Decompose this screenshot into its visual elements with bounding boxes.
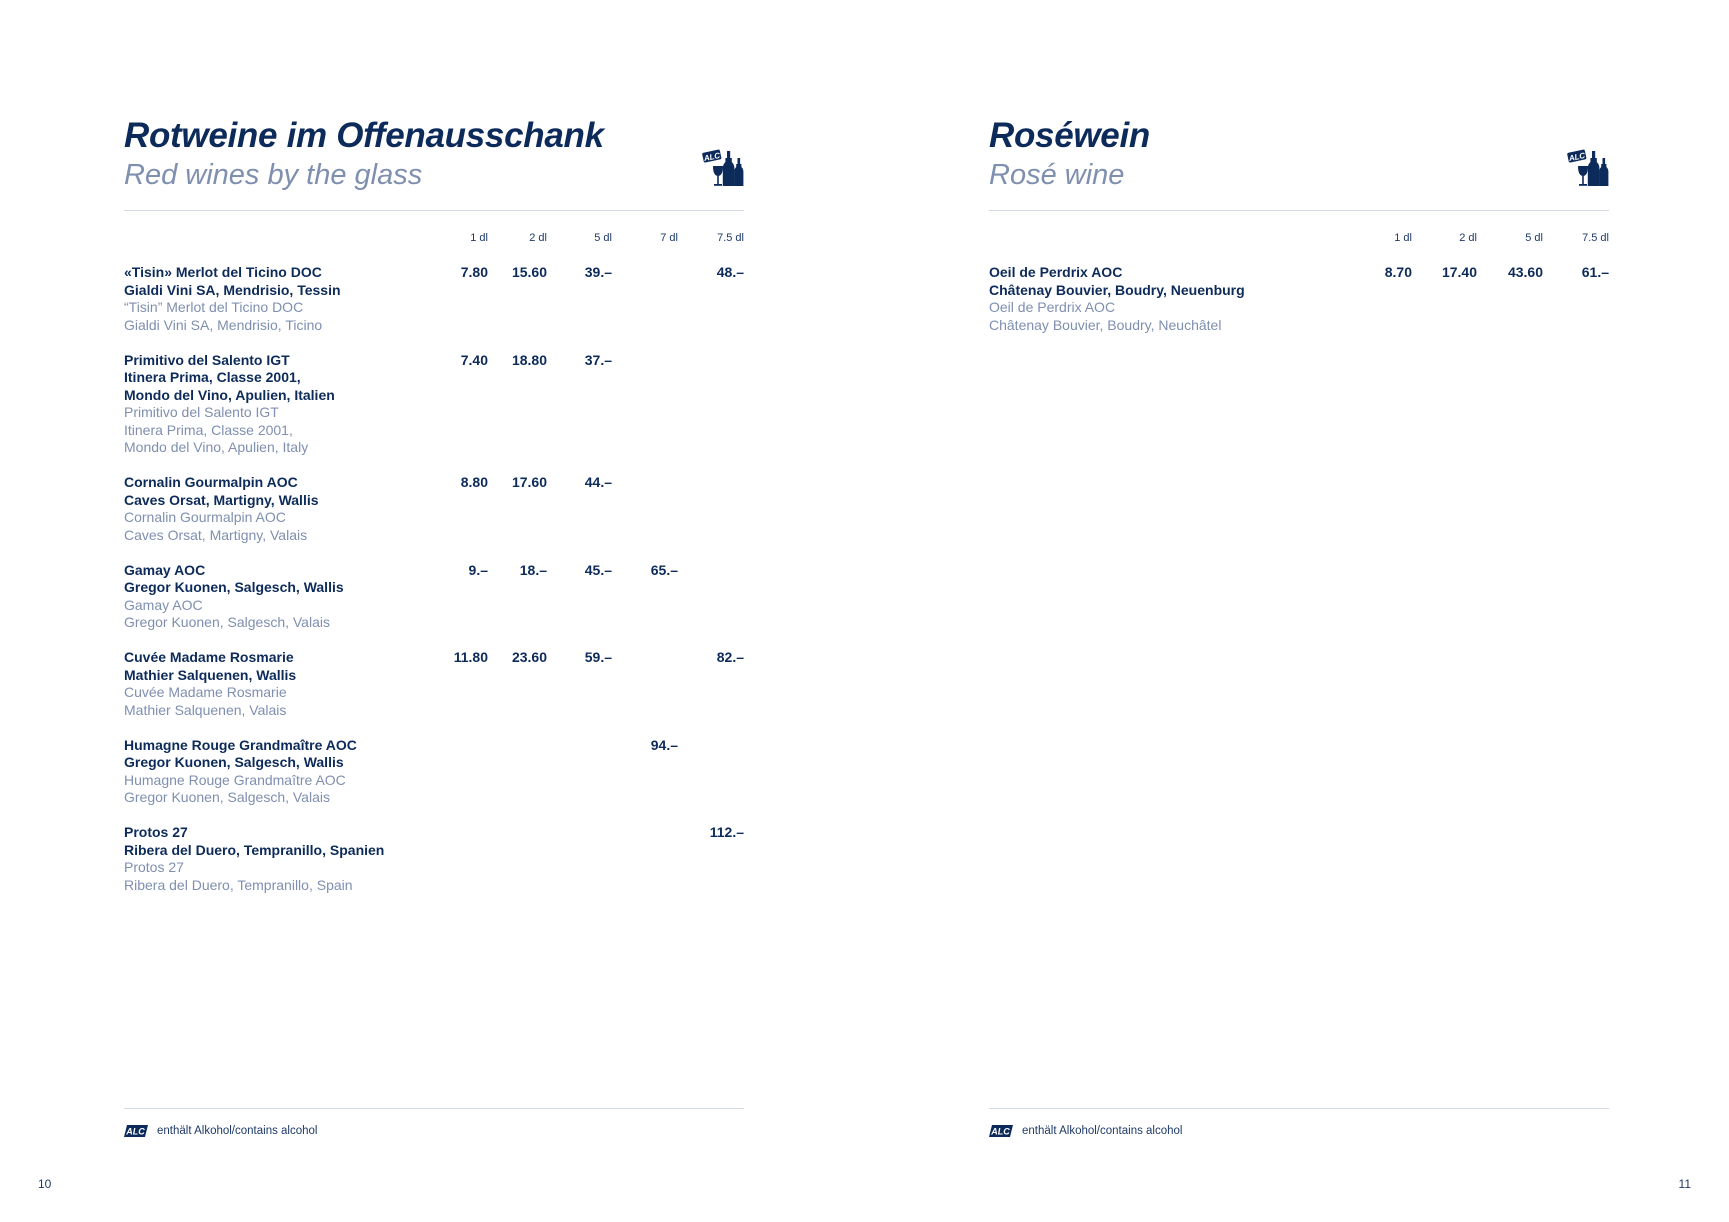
price-2dl: 17.40 bbox=[1441, 264, 1477, 280]
wine-entry bbox=[124, 474, 744, 544]
wine-producer-en: Mathier Salquenen, Valais bbox=[124, 701, 287, 718]
alc-glass-bottles-icon bbox=[1567, 149, 1609, 189]
wine-producer-en: Gialdi Vini SA, Mendrisio, Ticino bbox=[124, 316, 323, 333]
svg-text:ALC: ALC bbox=[1568, 150, 1586, 164]
wine-producer-en: Gregor Kuonen, Salgesch, Valais bbox=[124, 614, 330, 630]
wine-name-de: Cornalin Gourmalpin AOC bbox=[124, 474, 298, 490]
wine-name-de: Protos 27 bbox=[124, 824, 188, 840]
price-2dl: 18.– bbox=[519, 561, 547, 578]
wine-producer-de: Gregor Kuonen, Salgesch, Wallis bbox=[124, 754, 344, 770]
section-title: Roséwein bbox=[989, 116, 1150, 155]
price-1dl: 7.40 bbox=[460, 351, 488, 368]
wine-producer-de: Caves Orsat, Martigny, Wallis bbox=[124, 491, 319, 508]
wine-name-en: Oeil de Perdrix AOC bbox=[989, 299, 1116, 315]
price-5dl: 44.– bbox=[584, 474, 612, 490]
wine-name-en: Gamay AOC bbox=[124, 596, 203, 613]
wine-entry bbox=[124, 649, 744, 719]
wine-name-en: Primitivo del Salento IGT bbox=[124, 404, 279, 420]
price-5dl: 43.60 bbox=[1507, 264, 1543, 280]
wine-list bbox=[124, 264, 744, 912]
price-7dl: 94.– bbox=[650, 736, 678, 753]
right-page bbox=[865, 0, 1729, 1222]
price-1dl: 11.80 bbox=[453, 649, 488, 665]
price-2dl: 15.60 bbox=[511, 264, 547, 280]
price-2dl: 23.60 bbox=[511, 649, 547, 665]
price-2dl: 18.80 bbox=[511, 351, 547, 368]
legend-text: enthält Alkohol/contains alcohol bbox=[1022, 1125, 1183, 1137]
section-subtitle: Red wines by the glass bbox=[124, 159, 423, 191]
price-column-header bbox=[124, 231, 744, 245]
wine-producer-de: Mathier Salquenen, Wallis bbox=[124, 666, 297, 683]
column-header-5dl: 5 dl bbox=[594, 232, 612, 244]
wine-producer-de: Gialdi Vini SA, Mendrisio, Tessin bbox=[124, 281, 341, 298]
column-header-5dl: 5 dl bbox=[1525, 232, 1543, 244]
price-75dl: 61.– bbox=[1581, 264, 1609, 280]
svg-text:ALC: ALC bbox=[126, 1126, 145, 1137]
wine-name-en: “Tisin” Merlot del Ticino DOC bbox=[124, 299, 304, 315]
legend-text: enthält Alkohol/contains alcohol bbox=[157, 1125, 318, 1137]
price-5dl: 59.– bbox=[584, 649, 612, 665]
wine-entry bbox=[124, 824, 744, 894]
wine-list bbox=[989, 264, 1609, 352]
price-2dl: 17.60 bbox=[511, 474, 547, 490]
price-1dl: 9.– bbox=[468, 561, 488, 578]
left-page bbox=[0, 0, 864, 1222]
price-1dl: 7.80 bbox=[460, 264, 488, 280]
wine-detail-de: Itinera Prima, Classe 2001, bbox=[124, 369, 301, 385]
wine-entry bbox=[124, 264, 744, 334]
wine-name-en: Protos 27 bbox=[124, 859, 184, 875]
footer-divider bbox=[124, 1108, 744, 1109]
footer-divider bbox=[989, 1108, 1609, 1109]
column-header-2dl: 2 dl bbox=[1459, 232, 1477, 244]
column-header-7dl: 7 dl bbox=[660, 232, 678, 244]
price-5dl: 45.– bbox=[584, 561, 612, 578]
price-7dl: 65.– bbox=[650, 561, 678, 578]
wine-producer-en: Châtenay Bouvier, Boudry, Neuchâtel bbox=[989, 316, 1222, 333]
wine-producer-de: Gregor Kuonen, Salgesch, Wallis bbox=[124, 579, 344, 595]
wine-entry bbox=[124, 737, 744, 807]
wine-entry bbox=[124, 352, 744, 457]
wine-name-en: Cornalin Gourmalpin AOC bbox=[124, 509, 286, 525]
price-1dl: 8.70 bbox=[1384, 264, 1412, 280]
price-5dl: 37.– bbox=[584, 351, 612, 368]
wine-name-de: Humagne Rouge Grandmaître AOC bbox=[124, 736, 357, 753]
price-75dl: 48.– bbox=[716, 264, 744, 280]
alc-badge-icon bbox=[124, 1124, 148, 1138]
page-number: 10 bbox=[38, 1177, 52, 1191]
wine-name-de: «Tisin» Merlot del Ticino DOC bbox=[124, 264, 322, 280]
wine-name-en: Cuvée Madame Rosmarie bbox=[124, 684, 287, 700]
wine-entry bbox=[124, 562, 744, 632]
wine-name-de: Oeil de Perdrix AOC bbox=[989, 264, 1123, 280]
section-subtitle: Rosé wine bbox=[989, 159, 1125, 191]
wine-producer-en: Caves Orsat, Martigny, Valais bbox=[124, 526, 308, 543]
price-5dl: 39.– bbox=[584, 264, 612, 280]
price-75dl: 112.– bbox=[709, 824, 744, 840]
wine-producer-en: Ribera del Duero, Tempranillo, Spain bbox=[124, 876, 353, 893]
wine-producer-de: Mondo del Vino, Apulien, Italien bbox=[124, 386, 335, 403]
wine-entry bbox=[989, 264, 1609, 334]
alc-glass-bottles-icon bbox=[702, 149, 744, 189]
red-wines-section bbox=[124, 115, 744, 893]
section-title: Rotweine im Offenausschank bbox=[124, 116, 604, 155]
wine-producer-de: Ribera del Duero, Tempranillo, Spanien bbox=[124, 841, 385, 858]
title-divider bbox=[989, 210, 1609, 211]
wine-producer-en: Gregor Kuonen, Salgesch, Valais bbox=[124, 789, 330, 805]
svg-text:ALC: ALC bbox=[991, 1126, 1010, 1137]
column-header-2dl: 2 dl bbox=[529, 232, 547, 244]
price-75dl: 82.– bbox=[716, 649, 744, 665]
svg-text:ALC: ALC bbox=[703, 150, 721, 164]
alcohol-legend bbox=[989, 1124, 1182, 1138]
wine-name-de: Primitivo del Salento IGT bbox=[124, 351, 290, 368]
alc-badge-icon bbox=[989, 1124, 1013, 1138]
column-header-75dl: 7.5 dl bbox=[1582, 232, 1609, 244]
wine-name-de: Gamay AOC bbox=[124, 561, 206, 578]
price-column-header bbox=[989, 231, 1609, 245]
column-header-1dl: 1 dl bbox=[470, 232, 488, 244]
wine-producer-de: Châtenay Bouvier, Boudry, Neuenburg bbox=[989, 281, 1245, 298]
wine-detail-en: Itinera Prima, Classe 2001, bbox=[124, 421, 293, 438]
page-number: 11 bbox=[1678, 1177, 1691, 1191]
title-divider bbox=[124, 210, 744, 211]
wine-producer-en: Mondo del Vino, Apulien, Italy bbox=[124, 439, 309, 455]
wine-name-en: Humagne Rouge Grandmaître AOC bbox=[124, 771, 346, 788]
column-header-75dl: 7.5 dl bbox=[717, 232, 744, 244]
rose-wine-section bbox=[989, 115, 1609, 333]
column-header-1dl: 1 dl bbox=[1394, 232, 1412, 244]
wine-name-de: Cuvée Madame Rosmarie bbox=[124, 649, 294, 665]
alcohol-legend bbox=[124, 1124, 317, 1138]
price-1dl: 8.80 bbox=[460, 474, 488, 490]
